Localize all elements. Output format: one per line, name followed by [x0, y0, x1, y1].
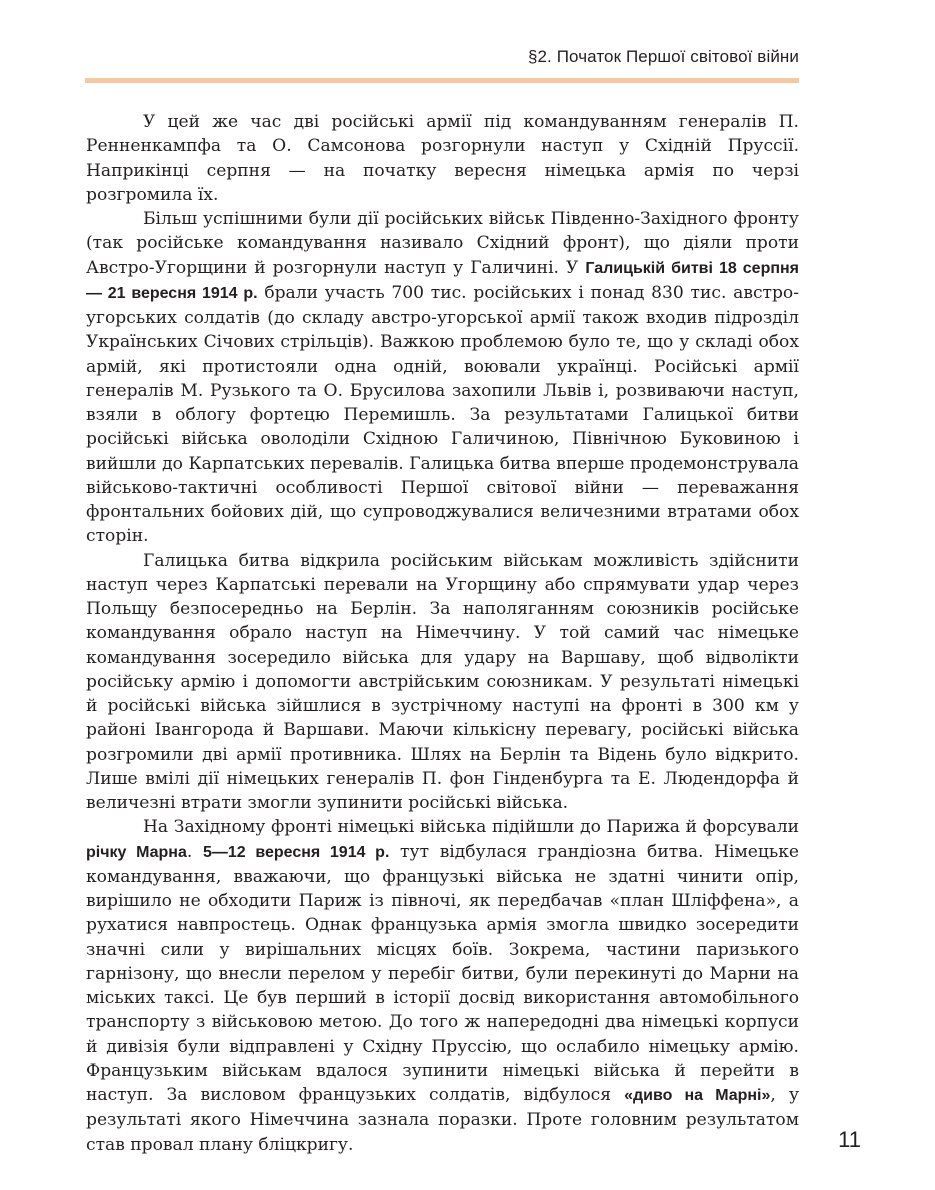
highlight-marne-river: річку Марна	[86, 843, 187, 861]
header-divider	[85, 78, 799, 83]
body-text	[86, 110, 799, 1157]
paragraph-text: На Західному фронті німецькі війська підійшли до Парижа й форсували	[143, 817, 799, 838]
paragraph-text: , у результаті якого Німеччина зазнала поразки. Проте головним результатом став провал плану бліцкригу.	[86, 1085, 799, 1155]
highlight-miracle-marne: «диво на Марні»	[624, 1087, 771, 1104]
paragraph-2	[86, 207, 799, 549]
page-header	[0, 0, 935, 80]
page-number: 11	[838, 1127, 861, 1152]
paragraph-text: тут відбулася грандіозна битва. Німецьке командування, вважаючи, що французькі війська не здатні чинити опір, вирішило не обходити Париж із півночі, як передбачав «план Шліффена», а рухатися навпростець. Однак французька армія змогла швидко зосередити значні сили у вирішальних місцях боїв. Зокрема, частини паризького гарнізону, що внесли перелом у перебіг битви, були перекинуті до Марни на міських таксі. Це був перший в історії досвід використання автомобільного транспорту з військовою метою. До того ж напередодні два німецькі корпуси й дивізія були відправлені у Східну Пруссію, що ослабило німецьку армію. Французьким військам вдалося зупинити німецькі війська й перейти в наступ. За висловом французьких солдатів, відбулося	[86, 841, 799, 1105]
paragraph-text: Більш успішними були дії російських військ Південно-Західного фронту (так російське командування називало Східний фронт), що діяли проти Австро-Угорщини й розгорнули наступ у Галичині. У	[86, 209, 799, 278]
paragraph-4	[86, 815, 799, 1157]
highlight-marne-dates: 5—12 вересня 1914 р.	[202, 843, 390, 861]
paragraph-3	[86, 549, 799, 816]
paragraph-text: брали участь 700 тис. російських і понад 830 тис. австро-угорських солдатів (до складу австро-угорської армії також входив підрозділ Українських Січових стрільців). Важкою проблемою було те, що у складі обох армій, які протистояли одна одній, воювали українці. Російські армії генералів М. Рузького та О. Брусилова захопили Львів і, розвиваючи наступ, взяли в облогу фортецю Перемишль. За результатами Галицької битви російські війська оволоділи Східною Галичиною, Північною Буковиною і вийшли до Карпатських перевалів. Галицька битва вперше продемонструвала військово-тактичні особливості Першої світової війни — переважання фронтальних бойових дій, що супроводжувалися величезними втратами обох сторін.	[86, 282, 799, 547]
paragraph-text: Галицька битва відкрила російським військам можливість здійснити наступ через Карпатські перевали на Угорщину або спрямувати удар через Польщу безпосередньо на Берлін. За наполяганням союзників російське командування обрало наступ на Німеччину. У той самий час німецьке командування зосередило війська для удару на Варшаву, щоб відволікти російську армію і допомогти австрійським союзникам. У результаті німецькі й російські війська зійшлися в зустрічному наступі на фронті в 300 км у районі Івангорода й Варшави. Маючи кількісну перевагу, російські війська розгромили дві армії противника. Шлях на Берлін та Відень було відкрито. Лише вмілі дії німецьких генералів П. фон Гінденбурга та Е. Людендорфа й величезні втрати змогли зупинити російські війська.	[86, 550, 799, 813]
paragraph-1	[86, 110, 799, 207]
section-title: §2. Початок Першої світової війни	[527, 47, 799, 66]
paragraph-text: .	[186, 841, 203, 862]
highlight-galician-battle: Галицькій битві 18 серпня — 21 вересня 1914 р.	[86, 259, 800, 302]
paragraph-text: У цей же час дві російські армії під командуванням генералів П. Ренненкампфа та О. Самсонова розгорнули наступ у Східній Пруссії. Наприкінці серпня — на початку вересня німецька армія по черзі розгромила їх.	[86, 112, 799, 205]
